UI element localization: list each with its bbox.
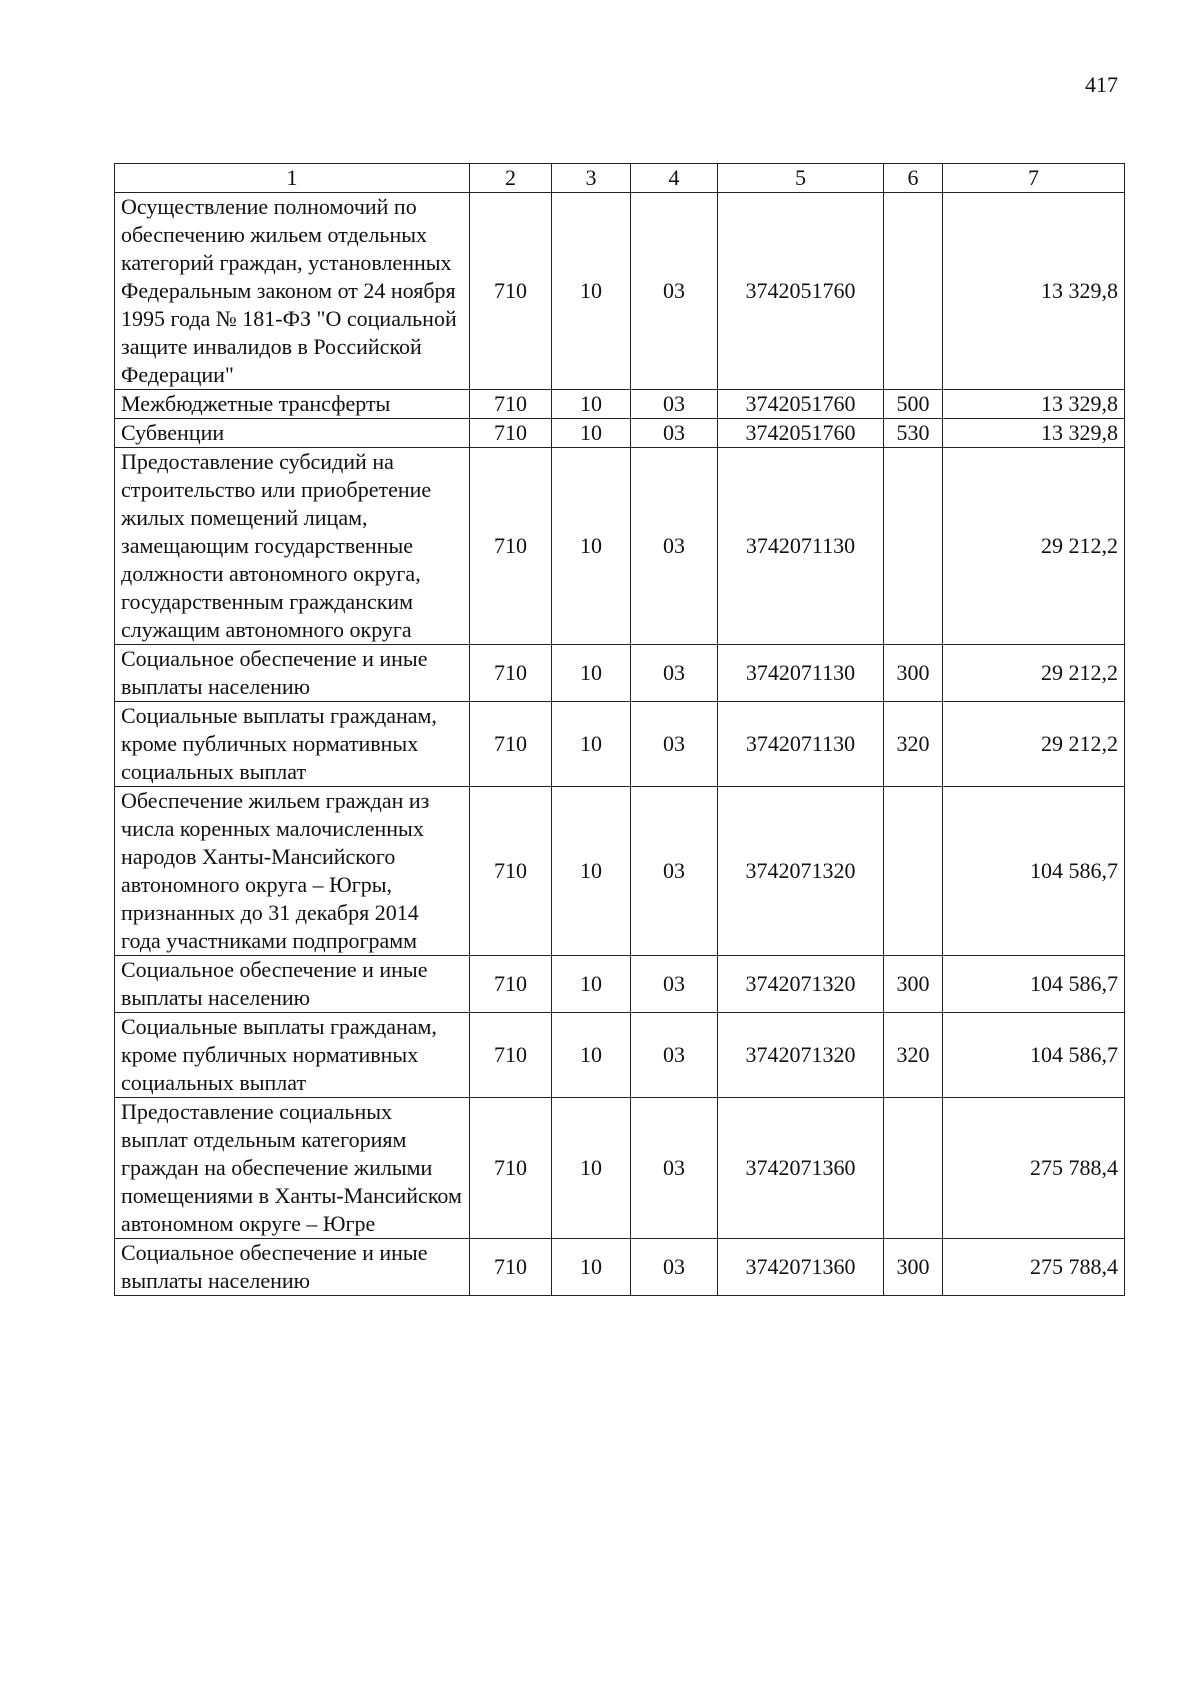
subsection-cell: 03 [631, 1013, 718, 1098]
target-article-cell: 3742071320 [718, 787, 884, 956]
ved-cell: 710 [470, 419, 552, 448]
section-cell: 10 [552, 193, 631, 390]
section-cell: 10 [552, 1098, 631, 1239]
row-name-cell: Субвенции [115, 419, 470, 448]
table-row [115, 1239, 1125, 1296]
row-name-cell: Социальное обеспечение и иные выплаты населению [115, 1239, 470, 1296]
table-row [115, 787, 1125, 956]
expense-type-cell: 300 [884, 1239, 943, 1296]
sum-cell: 104 586,7 [943, 1013, 1125, 1098]
subsection-cell: 03 [631, 645, 718, 702]
table-row [115, 702, 1125, 787]
row-name-cell: Социальные выплаты гражданам, кроме публичных нормативных социальных выплат [115, 702, 470, 787]
column-header: 1 [115, 164, 470, 193]
row-name-cell: Социальные выплаты гражданам, кроме публичных нормативных социальных выплат [115, 1013, 470, 1098]
column-header: 5 [718, 164, 884, 193]
row-name-cell: Обеспечение жильем граждан из числа коренных малочисленных народов Ханты-Мансийского автономного округа – Югры, признанных до 31 декабря 2014 года участниками подпрограмм [115, 787, 470, 956]
ved-cell: 710 [470, 448, 552, 645]
table-row [115, 956, 1125, 1013]
column-header: 7 [943, 164, 1125, 193]
ved-cell: 710 [470, 956, 552, 1013]
sum-cell: 104 586,7 [943, 956, 1125, 1013]
ved-cell: 710 [470, 390, 552, 419]
row-name-cell: Социальное обеспечение и иные выплаты населению [115, 645, 470, 702]
column-header: 3 [552, 164, 631, 193]
subsection-cell: 03 [631, 956, 718, 1013]
sum-cell: 13 329,8 [943, 193, 1125, 390]
expense-type-cell: 500 [884, 390, 943, 419]
ved-cell: 710 [470, 787, 552, 956]
target-article-cell: 3742051760 [718, 193, 884, 390]
target-article-cell: 3742051760 [718, 390, 884, 419]
ved-cell: 710 [470, 702, 552, 787]
section-cell: 10 [552, 702, 631, 787]
expense-type-cell: 300 [884, 956, 943, 1013]
section-cell: 10 [552, 419, 631, 448]
column-header: 4 [631, 164, 718, 193]
target-article-cell: 3742071320 [718, 956, 884, 1013]
ved-cell: 710 [470, 645, 552, 702]
section-cell: 10 [552, 956, 631, 1013]
subsection-cell: 03 [631, 448, 718, 645]
row-name-cell: Межбюджетные трансферты [115, 390, 470, 419]
section-cell: 10 [552, 645, 631, 702]
table-row [115, 645, 1125, 702]
ved-cell: 710 [470, 1239, 552, 1296]
table-row [115, 1098, 1125, 1239]
page-number: 417 [1085, 72, 1118, 97]
expense-type-cell: 320 [884, 702, 943, 787]
row-name-cell: Осуществление полномочий по обеспечению жильем отдельных категорий граждан, установленных Федеральным законом от 24 ноября 1995 года № 181-ФЗ "О социальной защите инвалидов в Российской Федерации" [115, 193, 470, 390]
expense-type-cell: 320 [884, 1013, 943, 1098]
expense-type-cell [884, 787, 943, 956]
column-header: 2 [470, 164, 552, 193]
target-article-cell: 3742051760 [718, 419, 884, 448]
sum-cell: 29 212,2 [943, 645, 1125, 702]
table-row [115, 193, 1125, 390]
sum-cell: 275 788,4 [943, 1239, 1125, 1296]
target-article-cell: 3742071320 [718, 1013, 884, 1098]
table-row [115, 1013, 1125, 1098]
sum-cell: 29 212,2 [943, 448, 1125, 645]
section-cell: 10 [552, 390, 631, 419]
subsection-cell: 03 [631, 1239, 718, 1296]
table-row [115, 448, 1125, 645]
subsection-cell: 03 [631, 1098, 718, 1239]
expense-type-cell [884, 448, 943, 645]
sum-cell: 104 586,7 [943, 787, 1125, 956]
expense-type-cell: 300 [884, 645, 943, 702]
ved-cell: 710 [470, 1098, 552, 1239]
budget-table [114, 163, 1125, 1296]
expense-type-cell [884, 193, 943, 390]
subsection-cell: 03 [631, 419, 718, 448]
sum-cell: 13 329,8 [943, 390, 1125, 419]
sum-cell: 275 788,4 [943, 1098, 1125, 1239]
target-article-cell: 3742071360 [718, 1239, 884, 1296]
row-name-cell: Социальное обеспечение и иные выплаты населению [115, 956, 470, 1013]
expense-type-cell [884, 1098, 943, 1239]
ved-cell: 710 [470, 1013, 552, 1098]
section-cell: 10 [552, 448, 631, 645]
table-row [115, 419, 1125, 448]
column-header: 6 [884, 164, 943, 193]
expense-type-cell: 530 [884, 419, 943, 448]
ved-cell: 710 [470, 193, 552, 390]
target-article-cell: 3742071130 [718, 645, 884, 702]
row-name-cell: Предоставление социальных выплат отдельным категориям граждан на обеспечение жилыми помещениями в Ханты-Мансийском автономном округе – Югре [115, 1098, 470, 1239]
section-cell: 10 [552, 1239, 631, 1296]
header-row [115, 164, 1125, 193]
row-name-cell: Предоставление субсидий на строительство или приобретение жилых помещений лицам, замещающим государственные должности автономного округа, государственным гражданским служащим автономного округа [115, 448, 470, 645]
subsection-cell: 03 [631, 787, 718, 956]
subsection-cell: 03 [631, 702, 718, 787]
section-cell: 10 [552, 1013, 631, 1098]
target-article-cell: 3742071360 [718, 1098, 884, 1239]
target-article-cell: 3742071130 [718, 448, 884, 645]
sum-cell: 13 329,8 [943, 419, 1125, 448]
subsection-cell: 03 [631, 193, 718, 390]
sum-cell: 29 212,2 [943, 702, 1125, 787]
table-row [115, 390, 1125, 419]
section-cell: 10 [552, 787, 631, 956]
subsection-cell: 03 [631, 390, 718, 419]
target-article-cell: 3742071130 [718, 702, 884, 787]
